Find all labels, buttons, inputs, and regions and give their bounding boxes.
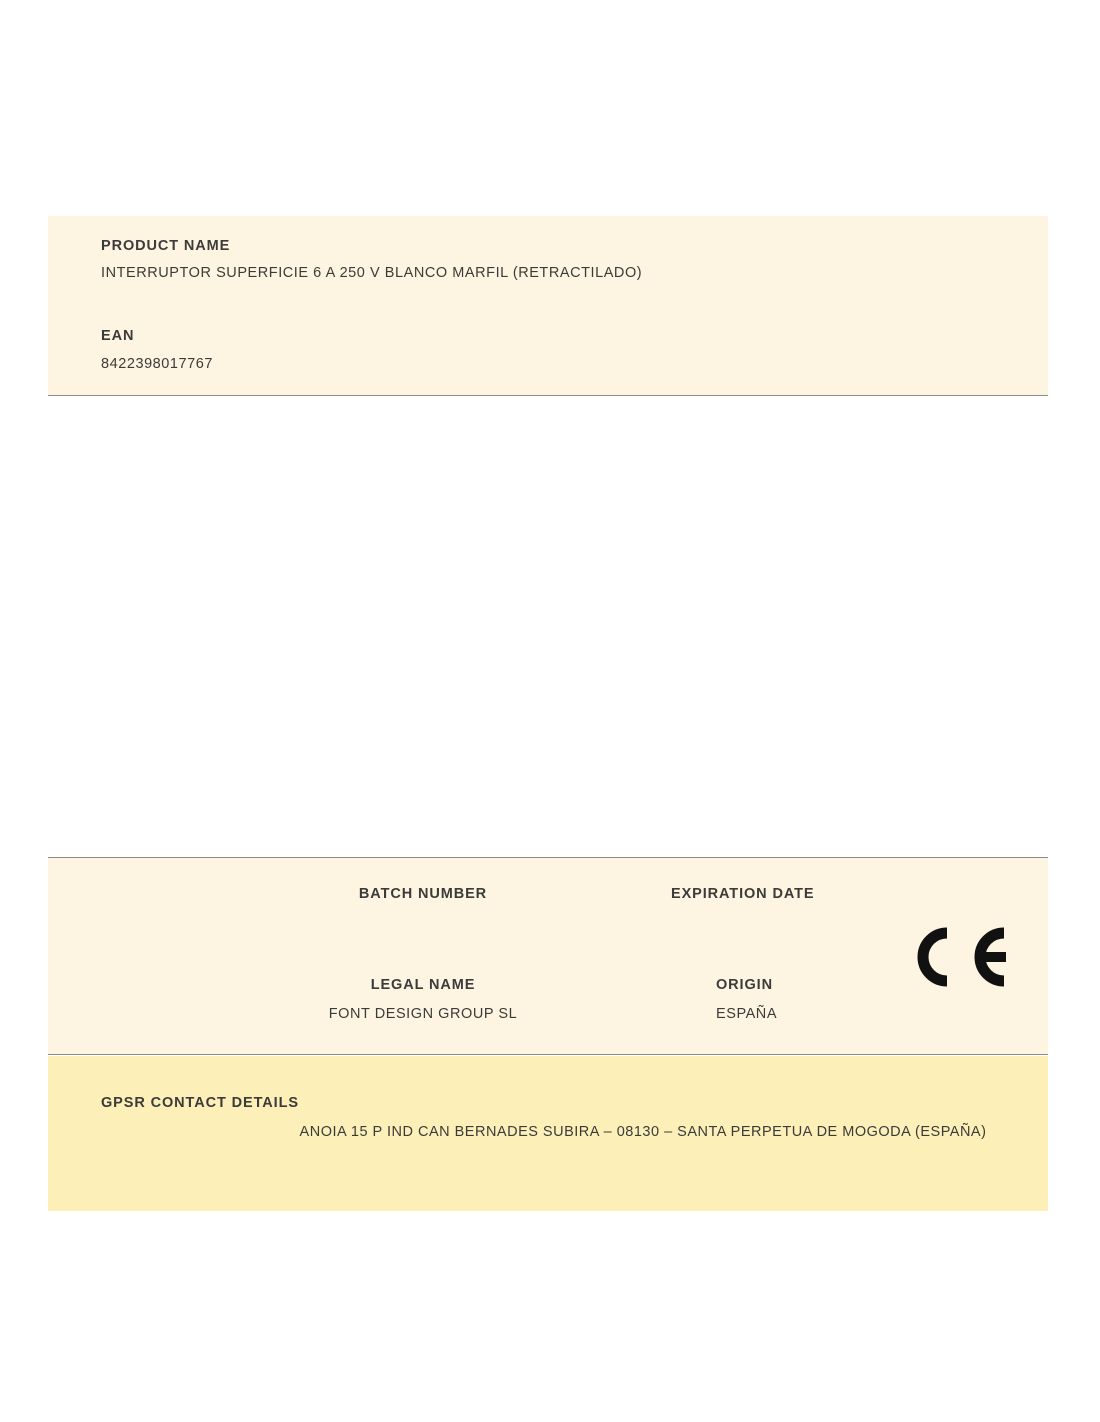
gpsr-contact-label: GPSR CONTACT DETAILS	[101, 1095, 299, 1111]
ean-label: EAN	[101, 328, 135, 344]
batch-number-label: BATCH NUMBER	[358, 886, 488, 902]
manufacturing-details-block	[48, 857, 1048, 1055]
product-info-block	[48, 216, 1048, 396]
ce-marking-icon	[903, 926, 1013, 988]
product-name-value: INTERRUPTOR SUPERFICIE 6 A 250 V BLANCO MARFIL (RETRACTILADO)	[101, 265, 643, 281]
origin-label: ORIGIN	[716, 977, 773, 993]
expiration-date-label: EXPIRATION DATE	[671, 886, 815, 902]
legal-name-label: LEGAL NAME	[370, 977, 476, 993]
legal-name-value: FONT DESIGN GROUP SL	[328, 1006, 518, 1022]
product-name-label: PRODUCT NAME	[101, 238, 231, 254]
gpsr-contact-block	[48, 1056, 1048, 1211]
gpsr-contact-value: ANOIA 15 P IND CAN BERNADES SUBIRA – 08130 – SANTA PERPETUA DE MOGODA (ESPAÑA)	[299, 1124, 987, 1140]
origin-value: ESPAÑA	[716, 1006, 778, 1022]
ean-value: 8422398017767	[101, 356, 213, 372]
